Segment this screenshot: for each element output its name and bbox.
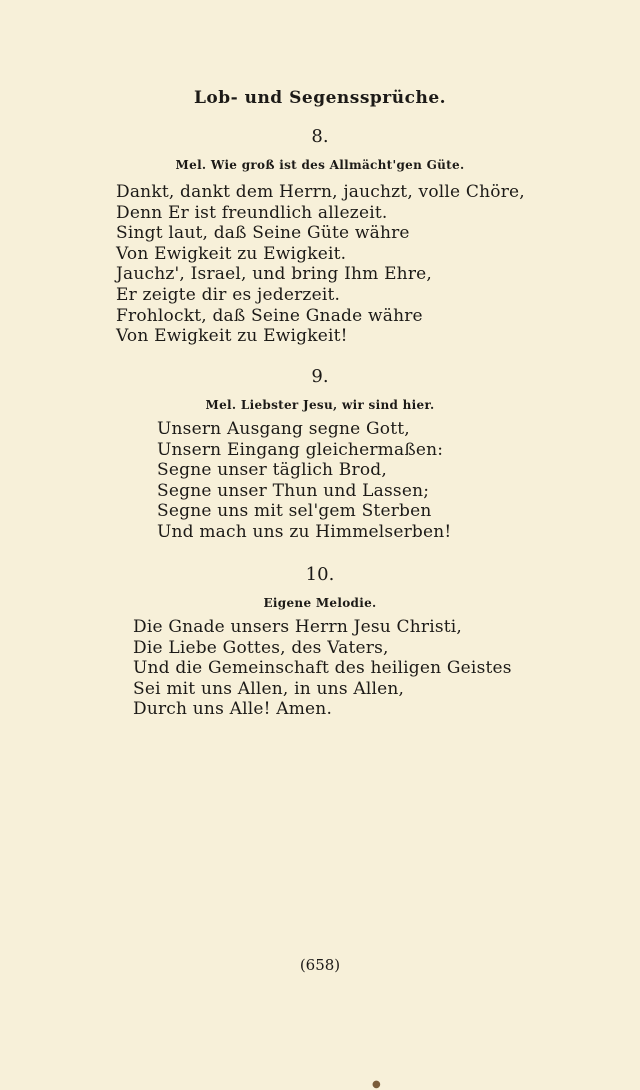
- verse-line: Segne unser täglich Brod,: [157, 460, 387, 481]
- verse-line: Segne uns mit sel'gem Sterben: [157, 501, 432, 522]
- page-number: (658): [299, 956, 341, 974]
- verse-line: Dankt, dankt dem Herrn, jauchzt, volle Chöre,: [116, 182, 525, 202]
- hymn-number: 10.: [305, 564, 335, 585]
- melody-note: Mel. Liebster Jesu, wir sind hier.: [205, 398, 435, 412]
- verse-line: Und mach uns zu Himmelserben!: [157, 521, 452, 542]
- hymn-number: 8.: [311, 126, 329, 147]
- verse-line: Jauchz', Israel, und bring Ihm Ehre,: [116, 264, 433, 285]
- verse-line: Und die Gemeinschaft des heiligen Geistes: [133, 658, 512, 679]
- verse-line: Von Ewigkeit zu Ewigkeit.: [116, 243, 347, 264]
- verse-line: Unsern Ausgang segne Gott,: [157, 419, 410, 439]
- hymn-number: 9.: [311, 366, 329, 387]
- verse-line: Unsern Eingang gleichermaßen:: [157, 439, 444, 460]
- hymn-stanza: [157, 419, 451, 543]
- verse-line: Singt laut, daß Seine Güte währe: [116, 223, 410, 244]
- melody-note: Eigene Melodie.: [263, 596, 377, 610]
- ink-blot-mark: ●: [372, 1079, 381, 1090]
- verse-line: Durch uns Alle! Amen.: [133, 699, 333, 720]
- hymn-stanza: [116, 182, 525, 347]
- verse-line: Die Liebe Gottes, des Vaters,: [133, 637, 389, 658]
- running-head: Lob- und Segenssprüche.: [193, 88, 447, 108]
- verse-line: Die Gnade unsers Herrn Jesu Christi,: [133, 617, 463, 637]
- hymn-stanza: [133, 617, 512, 720]
- verse-line: Sei mit uns Allen, in uns Allen,: [133, 678, 405, 699]
- verse-line: Frohlockt, daß Seine Gnade währe: [116, 305, 423, 326]
- verse-line: Segne unser Thun und Lassen;: [157, 480, 430, 501]
- melody-note: Mel. Wie groß ist des Allmächt'gen Güte.: [175, 158, 465, 172]
- verse-line: Von Ewigkeit zu Ewigkeit!: [116, 326, 348, 347]
- verse-line: Denn Er ist freundlich allezeit.: [116, 202, 388, 223]
- verse-line: Er zeigte dir es jederzeit.: [116, 284, 341, 305]
